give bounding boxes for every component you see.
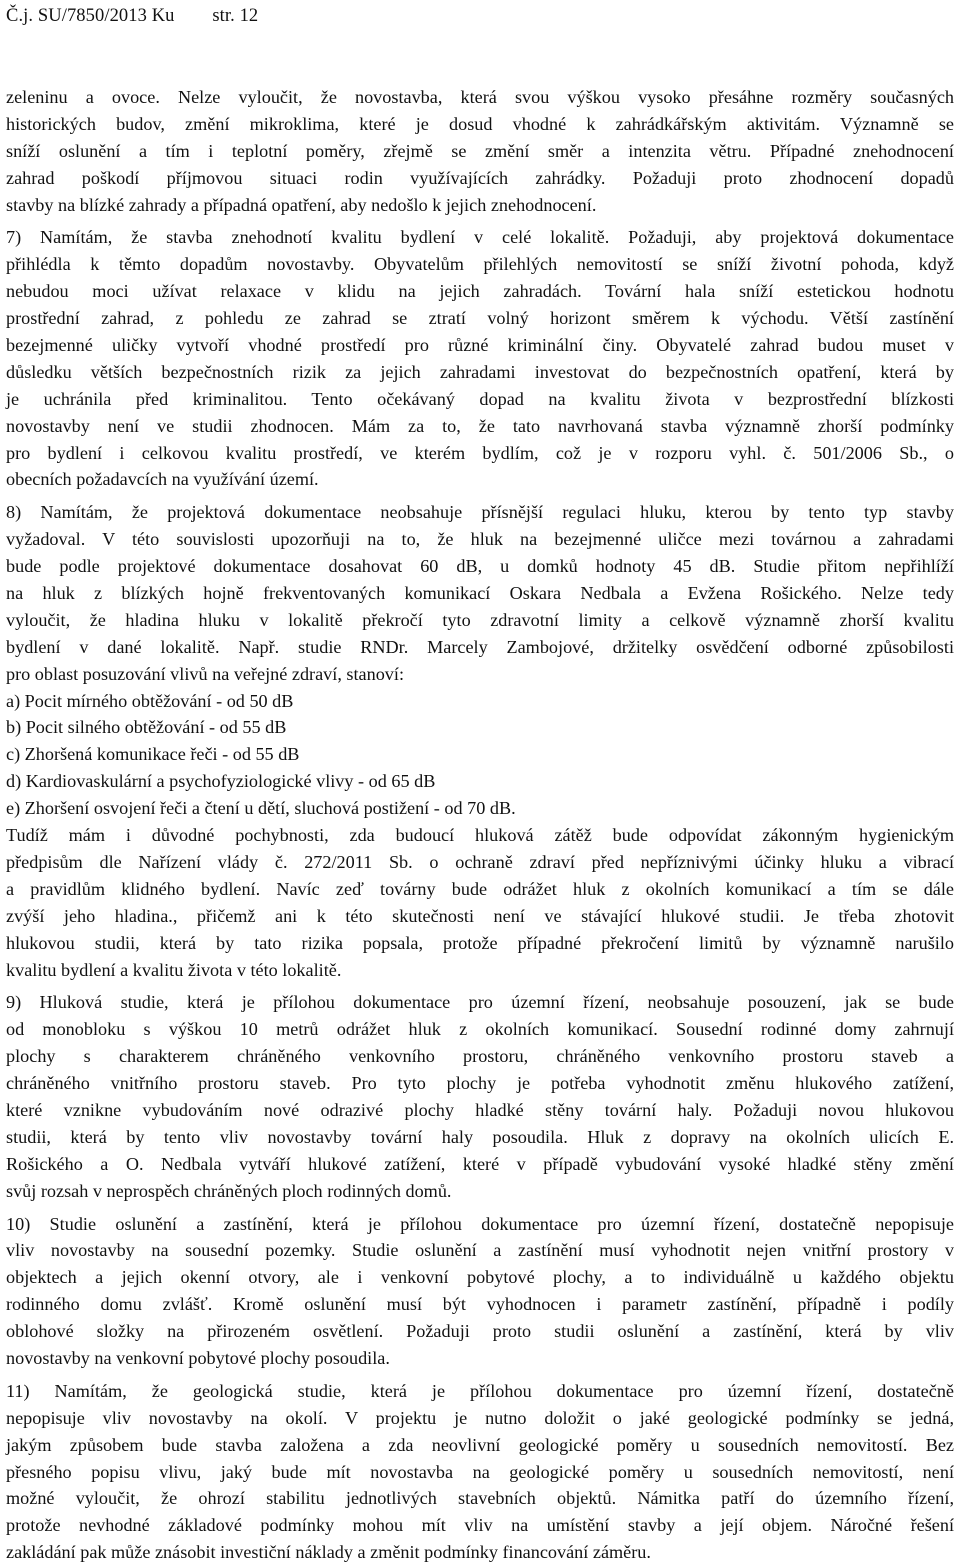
text-line: a pravidlům klidného bydlení. Navíc zeď továrny bude odrážet hluk z okolních komunikací a tím se dále <box>6 878 954 899</box>
text-line: vliv novostavby na sousední pozemky. Studie oslunění a zastínění musí vyhodnotit nejen vnitřní prostory v <box>6 1240 954 1261</box>
text-line: plochy s charakterem chráněného venkovního prostoru, chráněného venkovního prostoru staveb a <box>6 1046 954 1067</box>
text-line: přesného popisu vlivu, jaký bude mít novostavba na geologické poměry u sousedních nemovitostí, není <box>6 1461 954 1482</box>
text-line: zvýší jeho hladina., přičemž ani k této skutečnosti není ve stávající hlukové studii. Je třeba zhotovit <box>6 905 954 926</box>
text-line: pro oblast posuzování vlivů na veřejné zdraví, stanoví: <box>6 663 405 684</box>
text-line: e) Zhoršení osvojení řeči a čtení u dětí, sluchová postižení - od 70 dB. <box>6 798 516 819</box>
text-line: zeleninu a ovoce. Nelze vyloučit, že novostavba, která svou výškou vysoko přesáhne rozměry současných <box>6 87 954 107</box>
text-line: možné vyloučit, že ohrozí stabilitu jednotlivých stavebních objektů. Námitka patří do územního řízení, <box>6 1488 954 1509</box>
text-line: jakým způsobem bude stavba založena a zda neovlivní geologické poměry u sousedních nemovitostí. Bez <box>6 1434 954 1455</box>
text-line: stavby na blízké zahrady a případná opatření, aby nedošlo k jejich znehodnocení. <box>6 194 597 215</box>
text-line: které vznikne vybudováním nové odrazivé plochy hladké stěny tovární haly. Požaduji novou hlukovou <box>6 1099 954 1120</box>
text-line: Tudíž mám i důvodné pochybnosti, zda budoucí hluková zátěž bude odpovídat zákonným hygienickým <box>6 825 954 846</box>
text-line: 8) Namítám, že projektová dokumentace neobsahuje přísnější regulaci hluku, kterou by tento typ stavby <box>6 502 954 523</box>
page-header <box>6 6 258 27</box>
text-line: bude podle projektové dokumentace dosahovat 60 dB, u domků hodnoty 45 dB. Studie přitom nepřihlíží <box>6 556 954 577</box>
text-line: pro bydlení i celkovou kvalitu prostředí, ve kterém bydlím, což je v rozporu vyhl. č. 501/2006 Sb., o <box>6 442 954 463</box>
text-line: zahrad poškodí příjmovou situaci rodin využívajících zahrádky. Požaduji proto zhodnocení dopadů <box>6 167 954 188</box>
text-line: novostavby na venkovní pobytové plochy posoudila. <box>6 1347 390 1368</box>
text-line: nepopisuje vliv novostavby na okolí. V projektu je nutno doložit o jaké geologické podmínky se jedná, <box>6 1407 954 1428</box>
text-line: novostavby není ve studii zhodnocen. Mám za to, že tato navrhovaná stavba významně zhorší podmínky <box>6 415 954 436</box>
text-line: bydlení v dané lokalitě. Např. studie RNDr. Marcely Zambojové, držitelky osvědčení odborné způsobilosti <box>6 636 954 657</box>
text-line: a) Pocit mírného obtěžování - od 50 dB <box>6 690 294 711</box>
text-line: obecních požadavcích na využívání území. <box>6 469 319 490</box>
text-line: 9) Hluková studie, která je přílohou dokumentace pro územní řízení, neobsahuje posouzení, jak se bude <box>6 992 954 1013</box>
page-number: str. 12 <box>212 6 259 26</box>
text-line: b) Pocit silného obtěžování - od 55 dB <box>6 717 287 738</box>
text-line: kvalitu bydlení a kvalitu života v této lokalitě. <box>6 959 342 980</box>
text-line: objektech a jejich okenní otvory, ale i venkovní pobytové plochy, a to individuálně u každého objektu <box>6 1267 954 1288</box>
text-line: rodinného domu zvlášť. Kromě oslunění musí být vyhodnocen i parametr zastínění, případně i podíly <box>6 1294 954 1315</box>
text-line: bezejmenné uličky vytvoří vhodné prostředí pro různé kriminální činy. Obyvatelé zahrad budou muset v <box>6 335 954 356</box>
text-line: svůj rozsah v neprospěch chráněných ploch rodinných domů. <box>6 1180 452 1201</box>
text-line: Rošického a O. Nedbala vytváří hlukové zatížení, které v případě vybudování vysoké hladké stěny změní <box>6 1153 954 1174</box>
document-body <box>6 84 954 1566</box>
text-line: 11) Namítám, že geologická studie, která je přílohou dokumentace pro územní řízení, dostatečně <box>6 1380 954 1401</box>
text-line: vyloučit, že hladina hluku v lokalitě překročí tyto zdravotní limity a celkově významně zhorší kvalitu <box>6 609 954 630</box>
reference-number: Č.j. SU/7850/2013 Ku <box>6 6 175 26</box>
text-line: 10) Studie oslunění a zastínění, která je přílohou dokumentace pro územní řízení, dostatečně nepopisuje <box>6 1213 954 1234</box>
text-line: protože nevhodné základové podmínky mohou mít vliv na umístění stavby a její objem. Náročné řešení <box>6 1515 954 1536</box>
text-line: je uchránila před kriminalitou. Tento očekávaný dopad na kvalitu života v bezprostřední blízkosti <box>6 388 954 409</box>
text-line: přihlédla k těmto dopadům novostavby. Obyvatelům přilehlých nemovitostí se sníží životní pohoda, když <box>6 254 954 275</box>
text-line: předpisům dle Nařízení vlády č. 272/2011 Sb. o ochraně zdraví před nepříznivými účinky hluku a vibrací <box>6 851 954 872</box>
text-line: c) Zhoršená komunikace řeči - od 55 dB <box>6 744 300 765</box>
text-line: sníží oslunění a tím i teplotní poměry, zřejmě se změní směr a intenzita větru. Případné znehodnocení <box>6 140 954 161</box>
text-line: zakládání pak může znásobit investiční náklady a změnit podmínky financování záměru. <box>6 1542 651 1563</box>
text-line: od monobloku s výškou 10 metrů odrážet hluk z okolních komunikací. Sousední rodinné domy zahrnují <box>6 1019 954 1040</box>
text-line: hlukovou studii, která by tato rizika popsala, protože případné překročení limitů by významně narušilo <box>6 932 954 953</box>
text-line: 7) Namítám, že stavba znehodnotí kvalitu bydlení v celé lokalitě. Požaduji, aby projektová dokumentace <box>6 227 954 248</box>
text-line: nebudou moci užívat relaxace v klidu na jejich zahradách. Tovární hala sníží estetickou hodnotu <box>6 281 954 302</box>
text-line: na hluk z blízkých hojně frekventovaných komunikací Oskara Nedbala a Evžena Rošického. Nelze tedy <box>6 583 954 604</box>
text-line: důsledku větších bezpečnostních rizik za jejich zahradami investovat do bezpečnostních opatření, která by <box>6 361 954 382</box>
text-line: vyžadoval. V této souvislosti upozorňuji na to, že hluk na bezejmenné uličce mezi továrnou a zahradami <box>6 529 954 550</box>
text-line: chráněného vnitřního prostoru staveb. Pro tyto plochy je potřeba vyhodnotit změnu hlukového zatížení, <box>6 1073 954 1094</box>
text-line: d) Kardiovaskulární a psychofyziologické vlivy - od 65 dB <box>6 771 436 792</box>
text-line: prostřední zahrad, z pohledu ze zahrad se ztratí volný horizont směrem k východu. Větší zastínění <box>6 308 954 329</box>
text-line: historických budov, změní mikroklima, které je dosud vhodné k zahrádkářským aktivitám. Významně se <box>6 113 954 134</box>
text-line: studii, která by tento vliv novostavby tovární haly posoudila. Hluk z dopravy na okolních ulicích E. <box>6 1126 954 1147</box>
text-line: oblohové složky na přirozeném osvětlení. Požaduji proto studii oslunění a zastínění, která by vliv <box>6 1321 954 1342</box>
